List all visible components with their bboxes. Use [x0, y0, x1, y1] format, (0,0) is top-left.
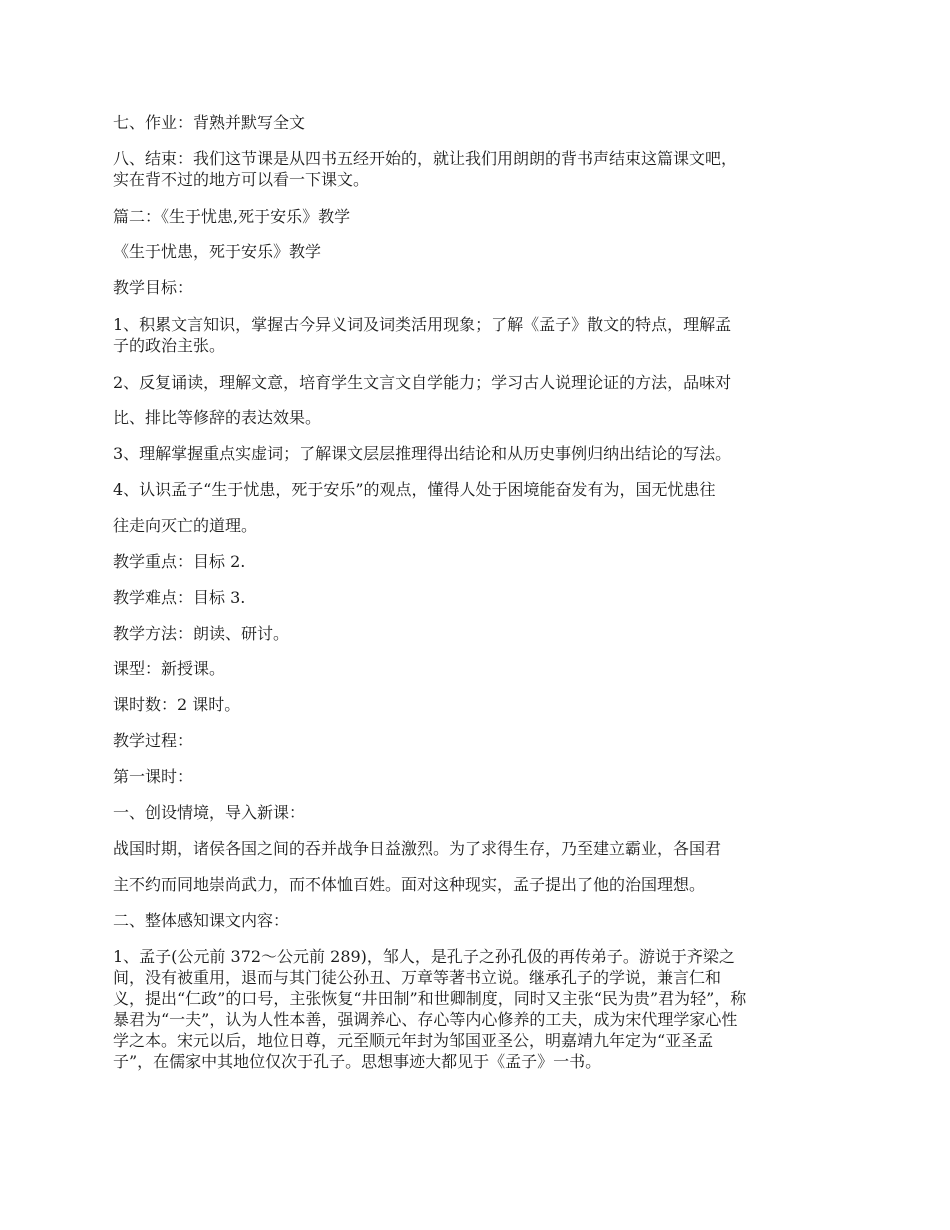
mencius-line-4: 暴君为“一夫”，认为人性本善，强调养心、存心等内心修养的工夫，成为宋代理学家心性 — [113, 1010, 738, 1029]
homework-line: 七、作业：背熟并默写全文 — [113, 113, 306, 132]
lesson-type: 课型：新授课。 — [113, 659, 226, 678]
goal-4-line-1: 4、认识孟子“生于忧患，死于安乐”的观点，懂得人处于困境能奋发有为，国无忧患往 — [113, 480, 716, 499]
lesson-title: 《生于忧患，死于安乐》教学 — [113, 242, 322, 261]
part-two-heading: 篇二：《生于忧患,死于安乐》教学 — [113, 207, 351, 226]
goal-1-line-1: 1、积累文言知识，掌握古今异义词及词类活用现象；了解《孟子》散文的特点，理解孟 — [113, 315, 732, 334]
goals-heading: 教学目标： — [113, 278, 194, 297]
warring-line-2: 主不约而同地崇尚武力，而不体恤百姓。面对这种现实，孟子提出了他的治国理想。 — [113, 875, 706, 894]
goal-2-line-2: 比、排比等修辞的表达效果。 — [113, 408, 322, 427]
mencius-line-5: 学之本。宋元以后，地位日尊，元至顺元年封为邹国亚圣公，明嘉靖九年定为“亚圣孟 — [113, 1031, 714, 1050]
mencius-line-6: 子”，在儒家中其地位仅次于孔子。思想事迹大都见于《孟子》一书。 — [113, 1052, 602, 1071]
ending-line-1: 八、结束：我们这节课是从四书五经开始的，就让我们用朗朗的背书声结束这篇课文吧， — [113, 149, 738, 168]
goal-2-line-1: 2、反复诵读，理解文意，培育学生文言文自学能力；学习古人说理论证的方法，品味对 — [113, 373, 732, 392]
difficult-point: 教学难点：目标 3. — [113, 588, 246, 607]
ending-line-2: 实在背不过的地方可以看一下课文。 — [113, 170, 370, 189]
teaching-method: 教学方法：朗读、研讨。 — [113, 624, 290, 643]
goal-3: 3、理解掌握重点实虚词；了解课文层层推理得出结论和从历史事例归纳出结论的写法。 — [113, 444, 732, 463]
class-hours: 课时数：2 课时。 — [113, 695, 241, 714]
goal-4-line-2: 往走向灭亡的道理。 — [113, 516, 258, 535]
mencius-line-2: 间，没有被重用，退而与其门徒公孙丑、万章等著书立说。继承孔子的学说，兼言仁和 — [113, 968, 722, 987]
mencius-line-3: 义，提出“仁政”的口号，主张恢复“井田制”和世卿制度，同时又主张“民为贵”君为轻”，称 — [113, 989, 747, 1008]
mencius-line-1: 1、孟子(公元前 372～公元前 289)，邹人，是孔子之孙孔伋的再传弟子。游说于齐梁之 — [113, 947, 735, 966]
section-2-heading: 二、整体感知课文内容： — [113, 911, 290, 930]
section-1-heading: 一、创设情境，导入新课： — [113, 803, 306, 822]
first-period-heading: 第一课时： — [113, 767, 194, 786]
warring-line-1: 战国时期，诸侯各国之间的吞并战争日益激烈。为了求得生存，乃至建立霸业，各国君 — [113, 839, 722, 858]
process-heading: 教学过程： — [113, 731, 194, 750]
key-point: 教学重点：目标 2. — [113, 552, 246, 571]
goal-1-line-2: 子的政治主张。 — [113, 336, 226, 355]
